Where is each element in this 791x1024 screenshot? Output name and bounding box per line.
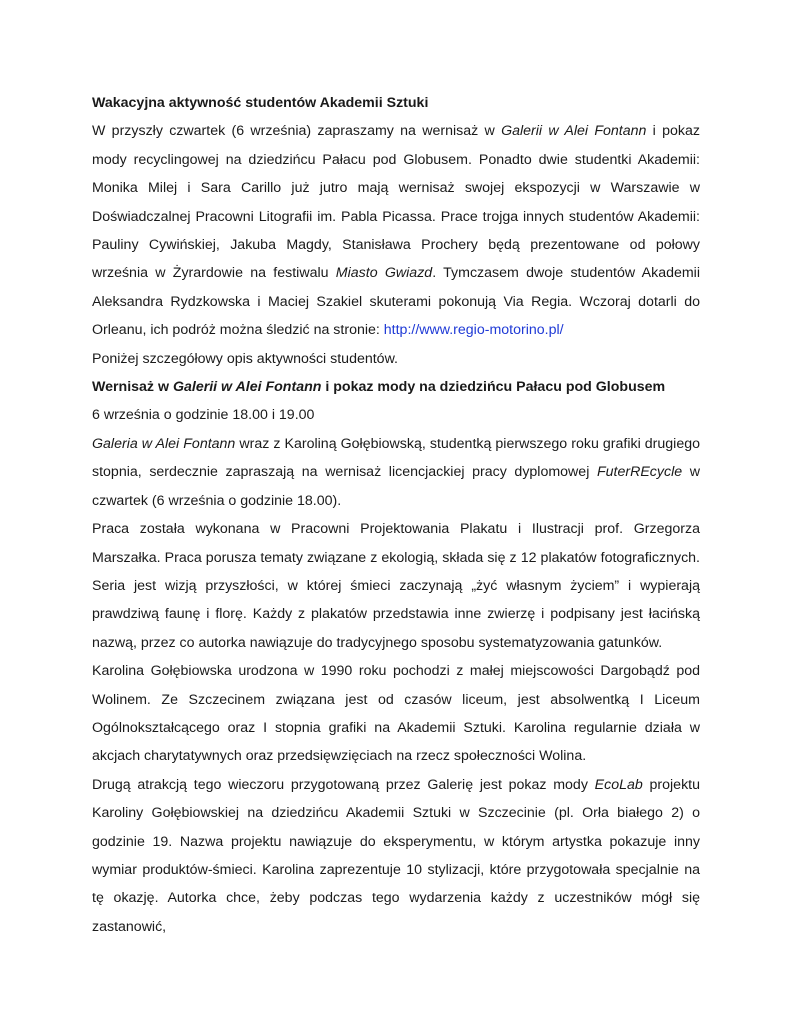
regio-motorino-link[interactable]: http://www.regio-motorino.pl/ bbox=[383, 322, 564, 339]
gallery-text-1: wraz z Karoliną Gołębiowską, studentką pierwszego roku grafiki drugiego stopnia, serdecznie zapraszają na wernisaż licencjackiej pracy dyplomowej bbox=[92, 435, 700, 481]
intro-text-1: W przyszły czwartek (6 września) zapraszamy na wernisaż w bbox=[92, 123, 502, 140]
gallery-text-2: w czwartek (6 września o godzinie 18.00). bbox=[92, 464, 700, 509]
section-heading-gallery-name: Galerii w Alei Fontann bbox=[172, 379, 322, 396]
intro-gallery-name: Galerii w Alei Fontann bbox=[501, 123, 647, 140]
ecolab-project-name: EcoLab bbox=[594, 776, 643, 793]
date-line: 6 września o godzinie 18.00 i 19.00 bbox=[92, 407, 315, 424]
intro-text-3: . Tymczasem dwoje studentów Akademii Aleksandra Rydzkowska i Maciej Szakiel skuterami pokonują Via Regia. Wczoraj dotarli do Orleanu, ich podróż można śledzić na stronie: bbox=[92, 265, 700, 339]
show-text-2: projektu Karoliny Gołębiowskiej na dziedzińcu Akademii Sztuki w Szczecinie (pl. Orła białego 2) o godzinie 19. Nazwa projektu nawiązuje do eksperymentu, w którym artystka pokazuje inny wymiar produktów-śmieci. Karolina zaprezentuje 10 stylizacji, które przygotowała specjalnie na tę okazję. Autorka chce, żeby podczas tego wydarzenia każdy z uczestników mógł się zastanowić, bbox=[92, 776, 700, 935]
show-text-1: Drugą atrakcją tego wieczoru przygotowaną przez Galerię jest pokaz mody bbox=[92, 776, 595, 793]
intro-festival-name: Miasto Gwiazd bbox=[335, 265, 433, 282]
fashion-show-paragraph bbox=[92, 771, 700, 941]
biography-paragraph: Karolina Gołębiowska urodzona w 1990 roku pochodzi z małej miejscowości Dargobądź pod Wolinem. Ze Szczecinem związana jest od czasów liceum, jest absolwentką I Liceum Ogólnokształcącego oraz I stopnia grafiki na Akademii Sztuki. Karolina regularnie działa w akcjach charytatywnych oraz przedsięwzięciach na rzecz społeczności Wolina. bbox=[92, 663, 700, 765]
gallery-paragraph bbox=[92, 430, 700, 515]
section-heading bbox=[92, 373, 700, 401]
intro-paragraph bbox=[92, 117, 700, 344]
work-description-paragraph: Praca została wykonana w Pracowni Projektowania Plakatu i Ilustracji prof. Grzegorza Marszałka. Praca porusza tematy związane z ekologią, składa się z 12 plakatów fotograficznych. Seria jest wizją przyszłości, w której śmieci zaczynają „żyć własnym życiem” i wypierają prawdziwą faunę i florę. Każdy z plakatów przedstawia inne zwierzę i podpisany jest łacińską nazwą, przez co autorka nawiązuje do tradycyjnego sposobu systematyzowania gatunków. bbox=[92, 521, 700, 651]
section-heading-text-2: i pokaz mody na dziedzińcu Pałacu pod Globusem bbox=[321, 379, 666, 396]
document-title: Wakacyjna aktywność studentów Akademii Sztuki bbox=[92, 95, 429, 111]
diploma-work-title: FuterREcycle bbox=[596, 464, 683, 481]
section-heading-text-1: Wernisaż w bbox=[92, 379, 173, 396]
intro-text-2: i pokaz mody recyclingowej na dziedzińcu Pałacu pod Globusem. Ponadto dwie studentki Akademii: Monika Milej i Sara Carillo już jutro mają wernisaż swojej ekspozycji w Warszawie w Doświadczalnej Pracowni Litografii im. Pabla Picassa. Prace trojga innych studentów Akademii: Pauliny Cywińskiej, Jakuba Magdy, Stanisława Prochery będą prezentowane od połowy września w Żyrardowie na festiwalu bbox=[92, 123, 700, 282]
summary-line: Poniżej szczegółowy opis aktywności studentów. bbox=[92, 350, 398, 367]
document-page bbox=[92, 89, 700, 941]
gallery-name: Galeria w Alei Fontann bbox=[92, 435, 236, 452]
